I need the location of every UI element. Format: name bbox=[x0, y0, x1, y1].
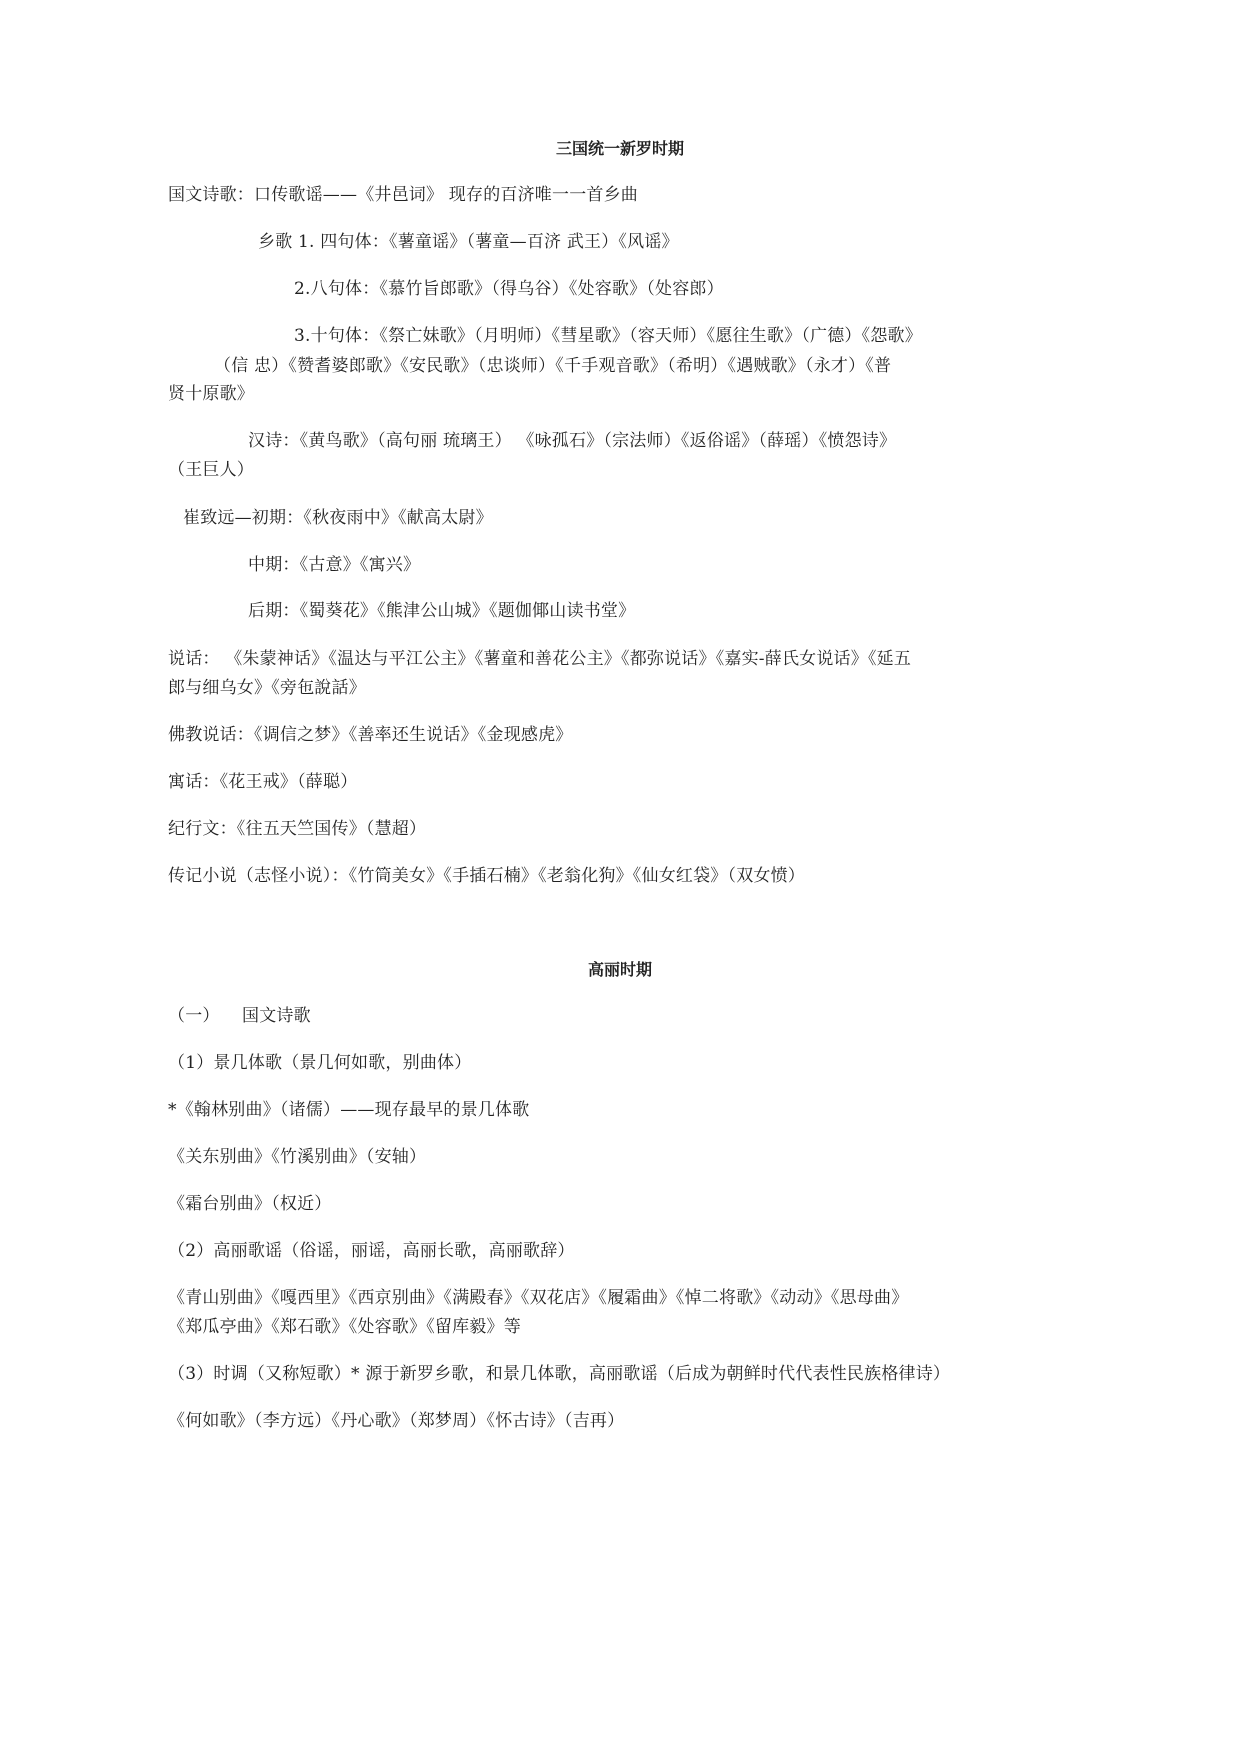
text-line-part1: （一） 国文诗歌 bbox=[168, 1006, 311, 1026]
text-line-shuohua: 说话： 《朱蒙神话》《温达与平江公主》《薯童和善花公主》《都弥说话》《嘉实-薛氏女说话》《延五 bbox=[168, 649, 912, 669]
text-line-xiangge-10: 3.十句体：《祭亡妹歌》（月明师）《彗星歌》（容天师）《愿往生歌》（广德）《怨歌》 bbox=[294, 326, 922, 346]
text-line-shuangtai: 《霜台别曲》（权近） bbox=[168, 1194, 332, 1214]
text-line-guowen: 国文诗歌：口传歌谣——《井邑词》 现存的百济唯一一首乡曲 bbox=[168, 185, 639, 205]
text-line-jixing: 纪行文：《往五天竺国传》（慧超） bbox=[168, 819, 427, 839]
text-line-zhuanji: 传记小说（志怪小说）：《竹筒美女》《手插石楠》《老翁化狗》《仙女红袋》（双女愤） bbox=[168, 866, 805, 886]
text-line-hanshi-cont: （王巨人） bbox=[168, 460, 254, 480]
section-title-silla: 三国统一新罗时期 bbox=[555, 139, 684, 158]
text-line-fojiao: 佛教说话：《调信之梦》《善率还生说话》《金现感虎》 bbox=[168, 725, 573, 745]
text-line-cui-early: 崔致远—初期：《秋夜雨中》《献高太尉》 bbox=[183, 508, 493, 528]
text-line-gaoli-geyao: （2）高丽歌谣（俗谣，丽谣，高丽长歌，高丽歌辞） bbox=[168, 1241, 575, 1261]
text-line-yuhua: 寓话：《花王戒》（薛聪） bbox=[168, 772, 358, 792]
text-line-jingji: （1）景几体歌（景几何如歌，别曲体） bbox=[168, 1053, 472, 1073]
text-line-list: 《青山别曲》《嘎西里》《西京别曲》《满殿春》《双花店》《履霜曲》《悼二将歌》《动动》《思母曲》 bbox=[168, 1288, 909, 1308]
text-line-hanshi: 汉诗：《黄鸟歌》（高句丽 琉璃王） 《咏孤石》（宗法师）《返俗谣》（薛瑶）《愤怨诗》 bbox=[248, 431, 897, 451]
text-line-shuohua-cont: 郎与细乌女》《旁㐌說話》 bbox=[168, 678, 366, 698]
text-line-hanlin: *《翰林别曲》（诸儒）——现存最早的景几体歌 bbox=[168, 1100, 530, 1120]
text-line-xiangge-10-cont: （信 忠）《赞耆婆郎歌》《安民歌》（忠谈师）《千手观音歌》（希明）《遇贼歌》（永才）《普 bbox=[214, 356, 892, 376]
text-line-works: 《何如歌》（李方远）《丹心歌》（郑梦周）《怀古诗》（吉再） bbox=[168, 1411, 625, 1431]
text-line-guandong: 《关东别曲》《竹溪别曲》（安轴） bbox=[168, 1147, 427, 1167]
text-line-list-cont: 《郑瓜亭曲》《郑石歌》《处容歌》《留库毅》等 bbox=[168, 1317, 521, 1337]
text-line-cui-mid: 中期：《古意》《寓兴》 bbox=[248, 555, 421, 575]
section-title-goryeo: 高丽时期 bbox=[587, 960, 652, 979]
text-line-xiangge-8: 2.八句体：《慕竹旨郎歌》（得乌谷）《处容歌》（处容郎） bbox=[294, 279, 724, 299]
text-line-xiangge-10-end: 贤十原歌》 bbox=[168, 384, 254, 404]
text-line-xiangge-4: 乡歌 1. 四句体：《薯童谣》（薯童—百济 武王）《风谣》 bbox=[258, 232, 679, 252]
text-line-cui-late: 后期：《蜀葵花》《熊津公山城》《题伽倻山读书堂》 bbox=[248, 601, 636, 621]
text-line-shidiao: （3）时调（又称短歌）* 源于新罗乡歌，和景几体歌，高丽歌谣（后成为朝鲜时代代表性民族格律诗） bbox=[168, 1364, 951, 1384]
